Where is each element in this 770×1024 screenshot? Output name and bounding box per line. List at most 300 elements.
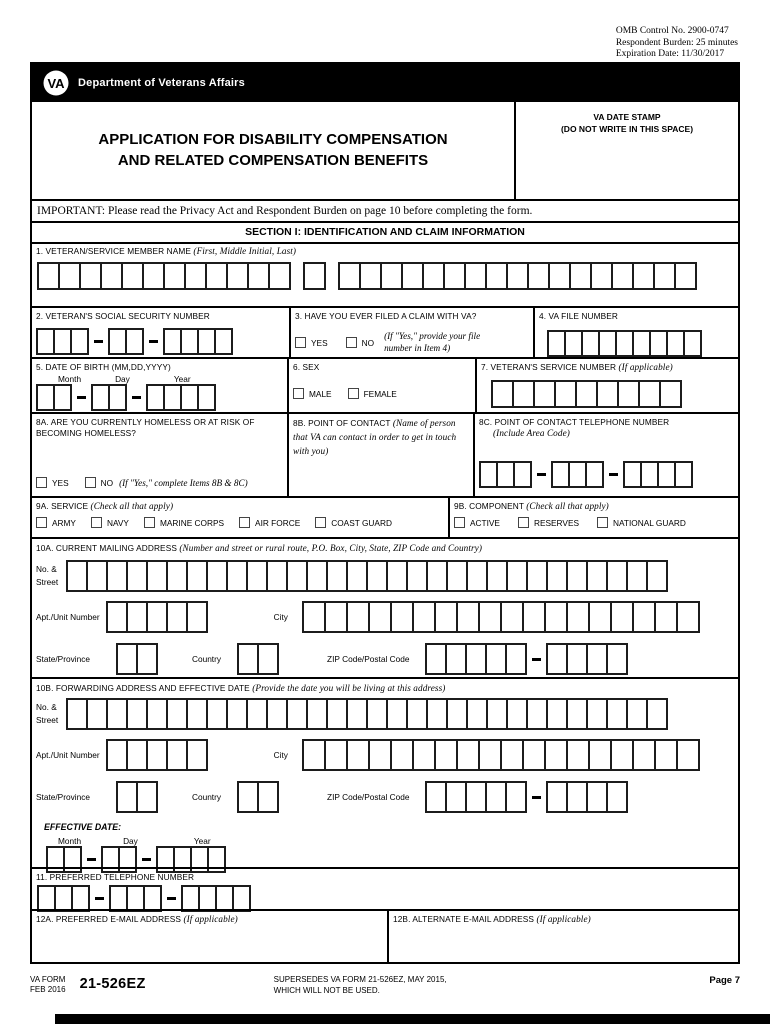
char-box[interactable]: [86, 560, 108, 592]
item3-yes-option[interactable]: [295, 337, 328, 348]
char-box[interactable]: [526, 560, 548, 592]
marine-corps-label: MARINE CORPS: [159, 517, 225, 528]
char-box[interactable]: [546, 643, 568, 675]
month-label: Month: [58, 374, 82, 384]
char-box[interactable]: [66, 698, 88, 730]
contact-phone-boxes: [479, 461, 734, 488]
char-box[interactable]: [116, 781, 138, 813]
char-box[interactable]: [485, 781, 507, 813]
male-label: MALE: [309, 388, 332, 399]
air-force-label: AIR FORCE: [255, 517, 301, 528]
reserves-checkbox[interactable]: [518, 517, 529, 528]
char-box[interactable]: [506, 698, 528, 730]
item5-label: 5. DATE OF BIRTH (MM,DD,YYYY): [36, 362, 171, 372]
no-checkbox[interactable]: [346, 337, 357, 348]
char-box[interactable]: [610, 739, 634, 771]
char-box[interactable]: [485, 262, 508, 290]
char-box[interactable]: [116, 643, 138, 675]
char-box[interactable]: [366, 560, 388, 592]
dash: [77, 396, 86, 399]
char-box[interactable]: [465, 643, 487, 675]
char-box[interactable]: [466, 698, 488, 730]
char-box[interactable]: [659, 380, 682, 408]
navy-checkbox[interactable]: [91, 517, 102, 528]
dash: [167, 897, 176, 900]
navy-option[interactable]: [91, 517, 129, 528]
char-box[interactable]: [491, 380, 514, 408]
dash: [149, 340, 158, 343]
char-box[interactable]: [257, 781, 279, 813]
char-box[interactable]: [186, 560, 208, 592]
char-box[interactable]: [338, 262, 361, 290]
char-box[interactable]: [136, 781, 158, 813]
char-box[interactable]: [359, 262, 382, 290]
char-box[interactable]: [126, 601, 148, 633]
char-box[interactable]: [526, 698, 548, 730]
char-box[interactable]: [226, 698, 248, 730]
char-box[interactable]: [166, 601, 188, 633]
char-box[interactable]: [390, 601, 414, 633]
char-box[interactable]: [445, 781, 467, 813]
char-box[interactable]: [206, 560, 228, 592]
char-box[interactable]: [586, 560, 608, 592]
char-box[interactable]: [163, 262, 186, 290]
char-box[interactable]: [632, 262, 655, 290]
char-box[interactable]: [422, 262, 445, 290]
char-box[interactable]: [533, 380, 556, 408]
item8b-label: 8B. POINT OF CONTACT (Name of person that VA can contact in order to get in touch with you): [293, 418, 457, 456]
char-box[interactable]: [214, 328, 233, 355]
char-box[interactable]: [106, 601, 128, 633]
form-body: [30, 62, 740, 964]
dash: [142, 858, 151, 861]
omb-info: [616, 26, 738, 61]
char-box[interactable]: [446, 698, 468, 730]
char-box[interactable]: [426, 698, 448, 730]
item7-label: 7. VETERAN'S SERVICE NUMBER (If applicable): [481, 362, 673, 372]
char-box[interactable]: [478, 739, 502, 771]
dash: [609, 473, 618, 476]
zip4-boxes: [546, 781, 628, 813]
char-box[interactable]: [485, 643, 507, 675]
char-box[interactable]: [632, 601, 656, 633]
char-box[interactable]: [303, 262, 326, 290]
date-stamp-line2: (DO NOT WRITE IN THIS SPACE): [560, 123, 694, 134]
va-date-stamp-box: [514, 102, 738, 199]
char-box[interactable]: [610, 601, 634, 633]
char-box[interactable]: [146, 560, 168, 592]
char-box[interactable]: [406, 698, 428, 730]
active-option[interactable]: [454, 517, 500, 528]
char-box[interactable]: [237, 643, 259, 675]
item10b-forwarding-address: [32, 677, 738, 867]
char-box[interactable]: [653, 262, 676, 290]
char-box[interactable]: [197, 384, 216, 411]
char-box[interactable]: [683, 330, 702, 357]
char-box[interactable]: [443, 262, 466, 290]
char-box[interactable]: [646, 698, 668, 730]
char-box[interactable]: [434, 601, 458, 633]
char-box[interactable]: [527, 262, 550, 290]
char-box[interactable]: [466, 560, 488, 592]
char-box[interactable]: [425, 781, 447, 813]
char-box[interactable]: [106, 698, 128, 730]
char-box[interactable]: [106, 560, 128, 592]
item8b-note: (Name of person that VA can contact in order to get in touch with you): [293, 418, 457, 456]
char-box[interactable]: [143, 885, 162, 912]
yes-label: YES: [52, 477, 69, 488]
char-box[interactable]: [142, 262, 165, 290]
item9b-component: [448, 498, 738, 537]
char-box[interactable]: [125, 328, 144, 355]
char-box[interactable]: [100, 262, 123, 290]
char-box[interactable]: [654, 601, 678, 633]
char-box[interactable]: [588, 601, 612, 633]
char-box[interactable]: [412, 601, 436, 633]
char-box[interactable]: [575, 380, 598, 408]
char-box[interactable]: [569, 262, 592, 290]
page-number: Page 7: [709, 975, 740, 986]
char-box[interactable]: [548, 262, 571, 290]
char-box[interactable]: [346, 739, 370, 771]
state-label: State/Province: [36, 654, 90, 664]
char-box[interactable]: [606, 698, 628, 730]
char-box[interactable]: [465, 781, 487, 813]
street-label: No. & Street: [36, 563, 59, 587]
first-name-boxes: [37, 262, 291, 290]
month-label: Month: [58, 836, 82, 846]
dash: [94, 340, 103, 343]
zip5-boxes: [425, 643, 527, 675]
city-boxes: [302, 739, 700, 771]
street-boxes: [66, 698, 668, 730]
char-box[interactable]: [676, 601, 700, 633]
char-box[interactable]: [434, 739, 458, 771]
char-box[interactable]: [146, 698, 168, 730]
form-footer: [30, 975, 740, 997]
coast-guard-label: COAST GUARD: [331, 517, 392, 528]
item7-service-number: [475, 359, 738, 412]
char-box[interactable]: [368, 739, 392, 771]
last-name-boxes: [338, 262, 697, 290]
char-box[interactable]: [611, 262, 634, 290]
item8c-label: 8C. POINT OF CONTACT TELEPHONE NUMBER: [479, 417, 670, 427]
item1-veteran-name: [32, 242, 738, 306]
char-box[interactable]: [306, 560, 328, 592]
char-box[interactable]: [246, 560, 268, 592]
navy-label: NAVY: [106, 517, 129, 528]
item10a-label: 10A. CURRENT MAILING ADDRESS (Number and street or rural route, P.O. Box, City, State, ZIP Code and Country): [36, 543, 483, 553]
preferred-phone-boxes: [32, 882, 738, 912]
important-notice: IMPORTANT: Please read the Privacy Act and Respondent Burden on page 10 before completing the form.: [32, 199, 738, 221]
coast-guard-option[interactable]: [315, 517, 392, 528]
char-box[interactable]: [286, 560, 308, 592]
item8a-note: (If "Yes," complete Items 8B & 8C): [119, 477, 248, 488]
char-box[interactable]: [566, 781, 588, 813]
phone-line-boxes: [181, 885, 251, 912]
char-box[interactable]: [546, 698, 568, 730]
char-box[interactable]: [546, 560, 568, 592]
char-box[interactable]: [186, 739, 208, 771]
row-items-2-3-4: [32, 306, 738, 357]
char-box[interactable]: [586, 643, 608, 675]
char-box[interactable]: [456, 739, 480, 771]
active-label: ACTIVE: [470, 517, 500, 528]
char-box[interactable]: [306, 698, 328, 730]
army-option[interactable]: [36, 517, 76, 528]
char-box[interactable]: [257, 643, 279, 675]
street-label: No. & Street: [36, 701, 59, 725]
char-box[interactable]: [401, 262, 424, 290]
char-box[interactable]: [617, 380, 640, 408]
reserves-option[interactable]: [518, 517, 579, 528]
char-box[interactable]: [566, 643, 588, 675]
char-box[interactable]: [500, 739, 524, 771]
char-box[interactable]: [606, 643, 628, 675]
char-box[interactable]: [108, 384, 127, 411]
char-box[interactable]: [674, 461, 693, 488]
char-box[interactable]: [386, 698, 408, 730]
va-file-number-boxes: [547, 330, 734, 357]
phone-prefix-boxes: [109, 885, 162, 912]
national-guard-option[interactable]: [597, 517, 686, 528]
char-box[interactable]: [586, 781, 608, 813]
item10a-current-mailing-address: [32, 537, 738, 677]
zip-label: ZIP Code/Postal Code: [327, 792, 410, 802]
char-box[interactable]: [606, 781, 628, 813]
dash: [87, 858, 96, 861]
char-box[interactable]: [266, 560, 288, 592]
dob-day-boxes: [91, 384, 127, 411]
male-checkbox[interactable]: [293, 388, 304, 399]
char-box[interactable]: [326, 560, 348, 592]
char-box[interactable]: [546, 781, 568, 813]
char-box[interactable]: [386, 560, 408, 592]
char-box[interactable]: [486, 560, 508, 592]
char-box[interactable]: [425, 643, 447, 675]
char-box[interactable]: [506, 560, 528, 592]
char-box[interactable]: [186, 601, 208, 633]
char-box[interactable]: [596, 380, 619, 408]
char-box[interactable]: [286, 698, 308, 730]
char-box[interactable]: [121, 262, 144, 290]
item9a-note: (Check all that apply): [90, 501, 174, 511]
char-box[interactable]: [324, 739, 348, 771]
char-box[interactable]: [456, 601, 480, 633]
char-box[interactable]: [232, 885, 251, 912]
char-box[interactable]: [71, 885, 90, 912]
char-box[interactable]: [246, 698, 268, 730]
char-box[interactable]: [522, 601, 546, 633]
char-box[interactable]: [380, 262, 403, 290]
army-checkbox[interactable]: [36, 517, 47, 528]
char-box[interactable]: [146, 739, 168, 771]
item6-sex: [287, 359, 475, 412]
char-box[interactable]: [184, 262, 207, 290]
char-box[interactable]: [136, 643, 158, 675]
char-box[interactable]: [126, 698, 148, 730]
char-box[interactable]: [674, 262, 697, 290]
char-box[interactable]: [590, 262, 613, 290]
char-box[interactable]: [268, 262, 291, 290]
agency-name: Department of Veterans Affairs: [78, 77, 245, 89]
char-box[interactable]: [346, 698, 368, 730]
char-box[interactable]: [588, 739, 612, 771]
item8a-no-option[interactable]: [85, 477, 113, 488]
name-char-boxes: [32, 256, 738, 290]
form-title-line2: AND RELATED COMPENSATION BENEFITS: [117, 151, 429, 169]
reserves-label: RESERVES: [533, 517, 580, 528]
item2-ssn: [32, 308, 289, 357]
char-box[interactable]: [505, 643, 527, 675]
item12b-alternate-email[interactable]: [387, 911, 738, 962]
char-box[interactable]: [79, 262, 102, 290]
char-box[interactable]: [226, 262, 249, 290]
char-box[interactable]: [237, 781, 259, 813]
female-checkbox[interactable]: [348, 388, 359, 399]
agency-header-bar: [32, 64, 738, 102]
char-box[interactable]: [166, 739, 188, 771]
char-box[interactable]: [205, 262, 228, 290]
char-box[interactable]: [346, 601, 370, 633]
char-box[interactable]: [146, 601, 168, 633]
ssn-boxes: [36, 328, 285, 355]
char-box[interactable]: [632, 739, 656, 771]
char-box[interactable]: [478, 601, 502, 633]
national-guard-checkbox[interactable]: [597, 517, 608, 528]
dob-boxes: [36, 384, 283, 411]
char-box[interactable]: [606, 560, 628, 592]
char-box[interactable]: [126, 739, 148, 771]
dash: [532, 796, 541, 799]
country-label: Country: [191, 792, 222, 802]
char-box[interactable]: [368, 601, 392, 633]
char-box[interactable]: [505, 781, 527, 813]
char-box[interactable]: [586, 698, 608, 730]
male-option[interactable]: [293, 388, 332, 399]
char-box[interactable]: [326, 698, 348, 730]
char-box[interactable]: [500, 601, 524, 633]
char-box[interactable]: [266, 698, 288, 730]
char-box[interactable]: [566, 601, 590, 633]
char-box[interactable]: [166, 698, 188, 730]
phone-line-boxes: [623, 461, 693, 488]
item8a-yes-option[interactable]: [36, 477, 69, 488]
female-option[interactable]: [348, 388, 397, 399]
char-box[interactable]: [446, 560, 468, 592]
char-box[interactable]: [464, 262, 487, 290]
row-items-8: [32, 412, 738, 496]
char-box[interactable]: [406, 560, 428, 592]
char-box[interactable]: [106, 739, 128, 771]
char-box[interactable]: [37, 262, 60, 290]
zip5-boxes: [425, 781, 527, 813]
marine-corps-option[interactable]: [144, 517, 224, 528]
char-box[interactable]: [206, 698, 228, 730]
char-box[interactable]: [70, 328, 89, 355]
no-label: NO: [361, 337, 375, 348]
char-box[interactable]: [390, 739, 414, 771]
char-box[interactable]: [512, 380, 535, 408]
char-box[interactable]: [445, 643, 467, 675]
dash: [132, 396, 141, 399]
char-box[interactable]: [412, 739, 436, 771]
char-box[interactable]: [654, 739, 678, 771]
apt-boxes: [106, 739, 208, 771]
air-force-checkbox[interactable]: [239, 517, 250, 528]
item12a-note: (If applicable): [183, 914, 238, 924]
char-box[interactable]: [366, 698, 388, 730]
item2-label: 2. VETERAN'S SOCIAL SECURITY NUMBER: [36, 311, 210, 321]
char-box[interactable]: [302, 739, 326, 771]
char-box[interactable]: [506, 262, 529, 290]
yes-checkbox[interactable]: [295, 337, 306, 348]
char-box[interactable]: [676, 739, 700, 771]
char-box[interactable]: [626, 560, 648, 592]
char-box[interactable]: [166, 560, 188, 592]
item11-label: 11. PREFERRED TELEPHONE NUMBER: [36, 872, 195, 882]
char-box[interactable]: [53, 384, 72, 411]
state-boxes: [116, 643, 158, 675]
char-box[interactable]: [638, 380, 661, 408]
char-box[interactable]: [66, 560, 88, 592]
char-box[interactable]: [522, 739, 546, 771]
yes-label: YES: [311, 337, 328, 348]
no-label: NO: [100, 477, 114, 488]
city-boxes: [302, 601, 700, 633]
char-box[interactable]: [426, 560, 448, 592]
omb-control-number: OMB Control No. 2900-0747: [615, 26, 729, 36]
no-checkbox[interactable]: [85, 477, 96, 488]
char-box[interactable]: [646, 560, 668, 592]
char-box[interactable]: [513, 461, 532, 488]
respondent-burden: Respondent Burden: 25 minutes: [615, 37, 738, 48]
char-box[interactable]: [58, 262, 81, 290]
char-box[interactable]: [186, 698, 208, 730]
date-stamp-line1: VA DATE STAMP: [593, 112, 661, 122]
char-box[interactable]: [554, 380, 577, 408]
middle-initial-box: [303, 262, 326, 290]
marine-corps-checkbox[interactable]: [144, 517, 155, 528]
char-box[interactable]: [486, 698, 508, 730]
female-label: FEMALE: [363, 388, 397, 399]
char-box[interactable]: [126, 560, 148, 592]
char-box[interactable]: [626, 698, 648, 730]
dob-year-boxes: [146, 384, 216, 411]
char-box[interactable]: [544, 601, 568, 633]
char-box[interactable]: [226, 560, 248, 592]
char-box[interactable]: [566, 560, 588, 592]
char-box[interactable]: [566, 698, 588, 730]
day-label: Day: [123, 836, 138, 846]
char-box[interactable]: [585, 461, 604, 488]
char-box[interactable]: [544, 739, 568, 771]
char-box[interactable]: [346, 560, 368, 592]
active-checkbox[interactable]: [454, 517, 465, 528]
char-box[interactable]: [86, 698, 108, 730]
item12a-preferred-email[interactable]: [32, 911, 387, 962]
coast-guard-checkbox[interactable]: [315, 517, 326, 528]
char-box[interactable]: [566, 739, 590, 771]
item1-label: 1. VETERAN/SERVICE MEMBER NAME (First, Middle Initial, Last): [36, 246, 297, 256]
item3-no-option[interactable]: [346, 337, 374, 348]
yes-checkbox[interactable]: [36, 477, 47, 488]
item8b-point-of-contact: [287, 414, 473, 496]
char-box[interactable]: [302, 601, 326, 633]
char-box[interactable]: [324, 601, 348, 633]
air-force-option[interactable]: [239, 517, 300, 528]
char-box[interactable]: [247, 262, 270, 290]
